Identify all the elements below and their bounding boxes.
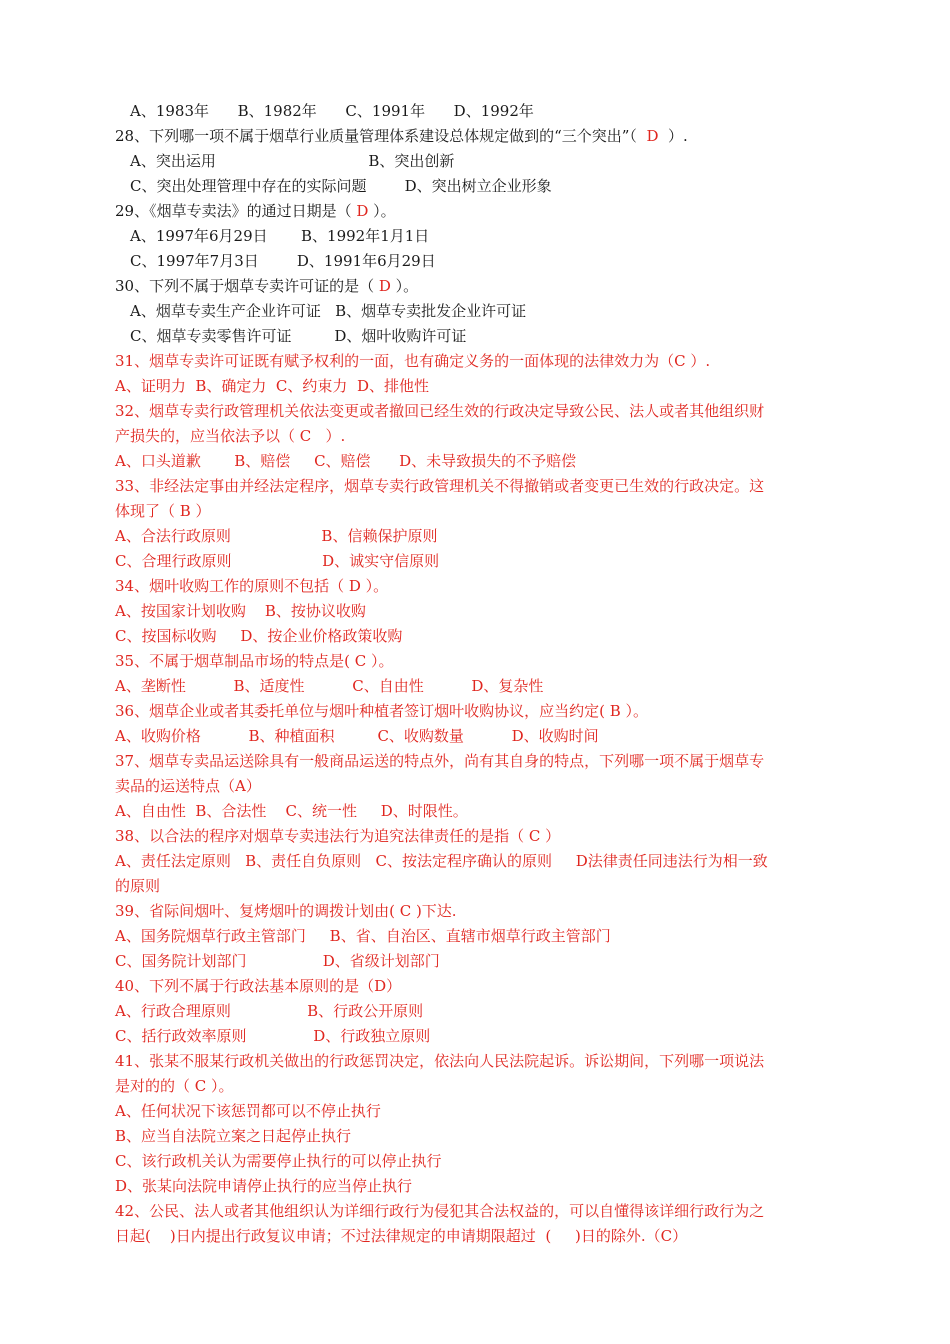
question-text-end: ）。	[390, 277, 419, 295]
text-line: A、1997年6月29日 B、1992年1月1日	[130, 227, 430, 245]
text-line: A、突出运用 B、突出创新	[130, 152, 455, 170]
text-line: A、口头道歉 B、赔偿 C、赔偿 D、未导致损失的不予赔偿	[115, 452, 577, 470]
text-line: 34、烟叶收购工作的原则不包括（ D ）。	[115, 577, 389, 595]
answer-mark: D	[646, 127, 659, 145]
text-line: 33、非经法定事由并经法定程序，烟草专卖行政管理机关不得撤销或者变更已生效的行政决定。这	[115, 477, 765, 495]
text-line: 36、烟草企业或者其委托单位与烟叶种植者签订烟叶收购协议，应当约定( B ）。	[115, 702, 649, 720]
text-line: 38、以合法的程序对烟草专卖违法行为追究法律责任的是指（ C ）	[115, 827, 561, 845]
text-line: A、烟草专卖生产企业许可证 B、烟草专卖批发企业许可证	[130, 302, 527, 320]
answer-mark: D	[378, 277, 391, 295]
text-line: C、国务院计划部门 D、省级计划部门	[115, 952, 440, 970]
text-line: C、按国标收购 D、按企业价格政策收购	[115, 627, 403, 645]
text-line: 42、公民、法人或者其他组织认为详细行政行为侵犯其合法权益的，可以自懂得该详细行政行为之	[115, 1202, 765, 1220]
text-line: C、该行政机关认为需要停止执行的可以停止执行	[115, 1152, 442, 1170]
question-text: 28、下列哪一项不属于烟草行业质量管理体系建设总体规定做到的“三个突出”（	[115, 127, 647, 145]
text-line: 32、烟草专卖行政管理机关依法变更或者撤回已经生效的行政决定导致公民、法人或者其他组织财	[115, 402, 765, 420]
text-line: 41、张某不服某行政机关做出的行政惩罚决定，依法向人民法院起诉。诉讼期间，下列哪一项说法	[115, 1052, 765, 1070]
text-line: C、1997年7月3日 D、1991年6月29日	[130, 252, 436, 270]
text-line: 39、省际间烟叶、复烤烟叶的调拨计划由( C )下达.	[115, 902, 457, 920]
text-line: C、合理行政原则 D、诚实守信原则	[115, 552, 440, 570]
question-text-end: ）.	[658, 127, 688, 145]
question-text: 30、下列不属于烟草专卖许可证的是（	[115, 277, 379, 295]
question-text: 29、《烟草专卖法》的通过日期是（	[115, 202, 357, 220]
text-line: C、烟草专卖零售许可证 D、烟叶收购许可证	[130, 327, 467, 345]
text-line: B、应当自法院立案之日起停止执行	[115, 1127, 352, 1145]
text-line: A、责任法定原则 B、责任自负原则 C、按法定程序确认的原则 D法律责任同违法行为相一致	[115, 852, 768, 870]
text-line: 体现了（ B ）	[115, 502, 211, 520]
text-line: A、垄断性 B、适度性 C、自由性 D、复杂性	[115, 677, 544, 695]
text-line: A、行政合理原则 B、行政公开原则	[115, 1002, 424, 1020]
text-line: 35、不属于烟草制品市场的特点是( C ）。	[115, 652, 394, 670]
text-line: 产损失的，应当依法予以（ C ）.	[115, 427, 346, 445]
text-line: A、收购价格 B、种植面积 C、收购数量 D、收购时间	[115, 727, 599, 745]
text-line: C、突出处理管理中存在的实际问题 D、突出树立企业形象	[130, 177, 552, 195]
text-line: A、合法行政原则 B、信赖保护原则	[115, 527, 438, 545]
text-line: 31、烟草专卖许可证既有赋予权利的一面，也有确定义务的一面体现的法律效力为（C ）.	[115, 352, 711, 370]
text-line: A、国务院烟草行政主管部门 B、省、自治区、直辖市烟草行政主管部门	[115, 927, 611, 945]
answer-mark: D	[356, 202, 369, 220]
text-line: 是对的的（ C ）。	[115, 1077, 234, 1095]
text-line: A、1983年 B、1982年 C、1991年 D、1992年	[130, 102, 534, 120]
text-line: A、按国家计划收购 B、按协议收购	[115, 602, 366, 620]
text-line: A、任何状况下该惩罚都可以不停止执行	[115, 1102, 381, 1120]
text-line: 40、下列不属于行政法基本原则的是（D）	[115, 977, 402, 995]
text-line: 卖品的运送特点（A）	[115, 777, 261, 795]
text-line: 37、烟草专卖品运送除具有一般商品运送的特点外，尚有其自身的特点，下列哪一项不属于烟草专	[115, 752, 765, 770]
text-line: 的原则	[115, 877, 161, 895]
text-line: 日起( )日内提出行政复议申请；不过法律规定的申请期限超过 ( )日的除外.（C）	[115, 1227, 688, 1245]
text-line	[115, 126, 688, 146]
text-line	[115, 201, 396, 221]
text-line	[115, 276, 418, 296]
text-line: A、证明力 B、确定力 C、约束力 D、排他性	[115, 377, 429, 395]
question-text-end: ）。	[368, 202, 396, 220]
text-line: A、自由性 B、合法性 C、统一性 D、时限性。	[115, 802, 468, 820]
text-line: C、括行政效率原则 D、行政独立原则	[115, 1027, 431, 1045]
text-line: D、张某向法院申请停止执行的应当停止执行	[115, 1177, 413, 1195]
